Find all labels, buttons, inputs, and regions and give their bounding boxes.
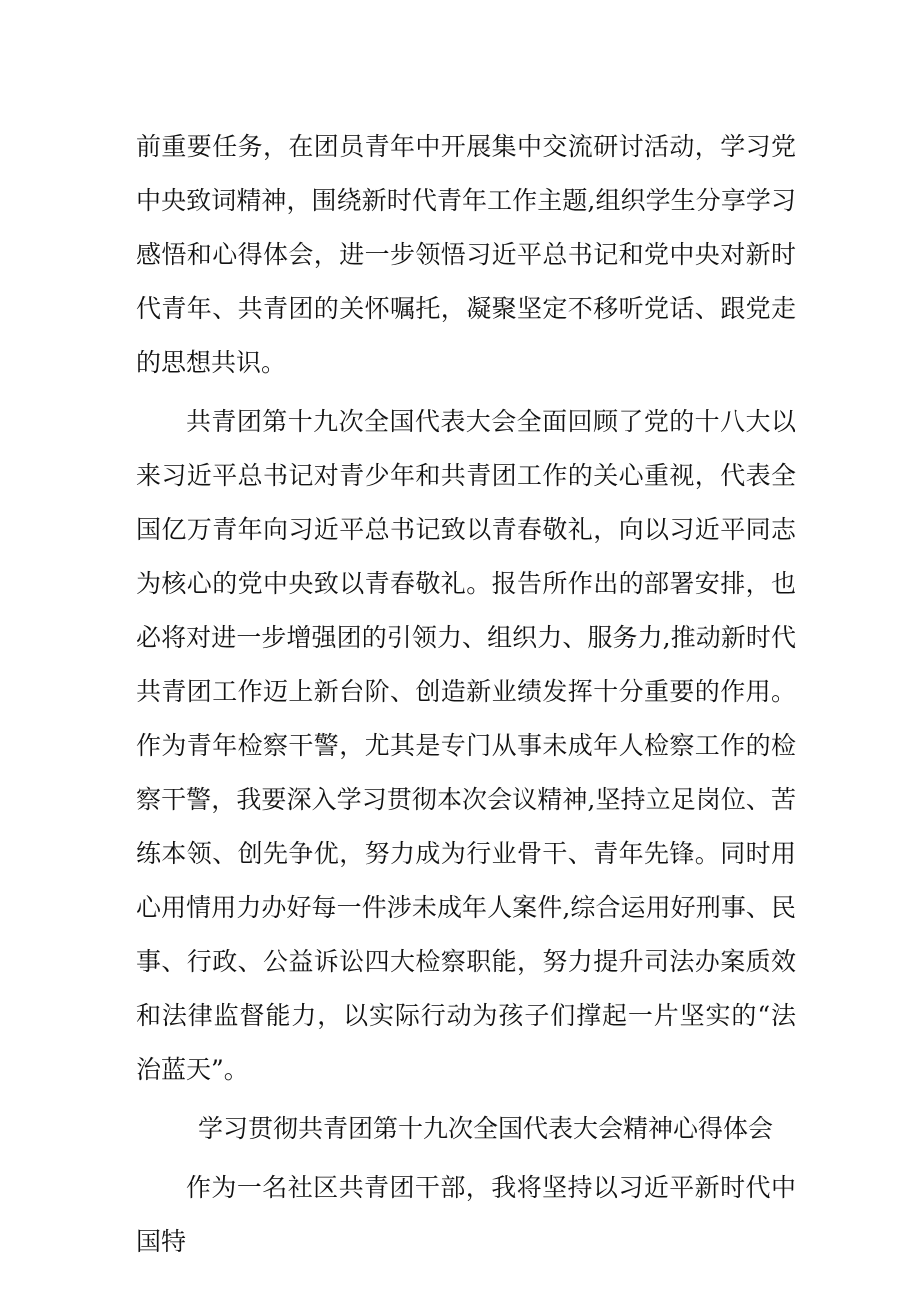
section-heading: 学习贯彻共青团第十九次全国代表大会精神心得体会 — [198, 1114, 774, 1143]
paragraph-3: 作为一名社区共青团干部，我将坚持以习近平新时代中国特 — [136, 1173, 796, 1256]
paragraph-1: 前重要任务，在团员青年中开展集中交流研讨活动，学习党中央致词精神，围绕新时代青年工作主题,组织学生分享学习感悟和心得体会，进一步领悟习近平总书记和党中央对新时代青年、共青团的关怀嘱托，凝聚坚定不移听党话、跟党走的思想共识。 — [136, 132, 796, 377]
document-body — [136, 120, 796, 1274]
paragraph-2: 共青团第十九次全国代表大会全面回顾了党的十八大以来习近平总书记对青少年和共青团工作的关心重视，代表全国亿万青年向习近平总书记致以青春敬礼，向以习近平同志为核心的党中央致以青春敬礼。报告所作出的部署安排，也必将对进一步增强团的引领力、组织力、服务力,推动新时代共青团工作迈上新台阶、创造新业绩发挥十分重要的作用。作为青年检察干警，尤其是专门从事未成年人检察工作的检察干警，我要深入学习贯彻本次会议精神,坚持立足岗位、苦练本领、创先争优，努力成为行业骨干、青年先锋。同时用心用情用力办好每一件涉未成年人案件,综合运用好刑事、民事、行政、公益诉讼四大检察职能，努力提升司法办案质效和法律监督能力，以实际行动为孩子们撑起一片坚实的“法治蓝天”。 — [136, 407, 796, 1084]
